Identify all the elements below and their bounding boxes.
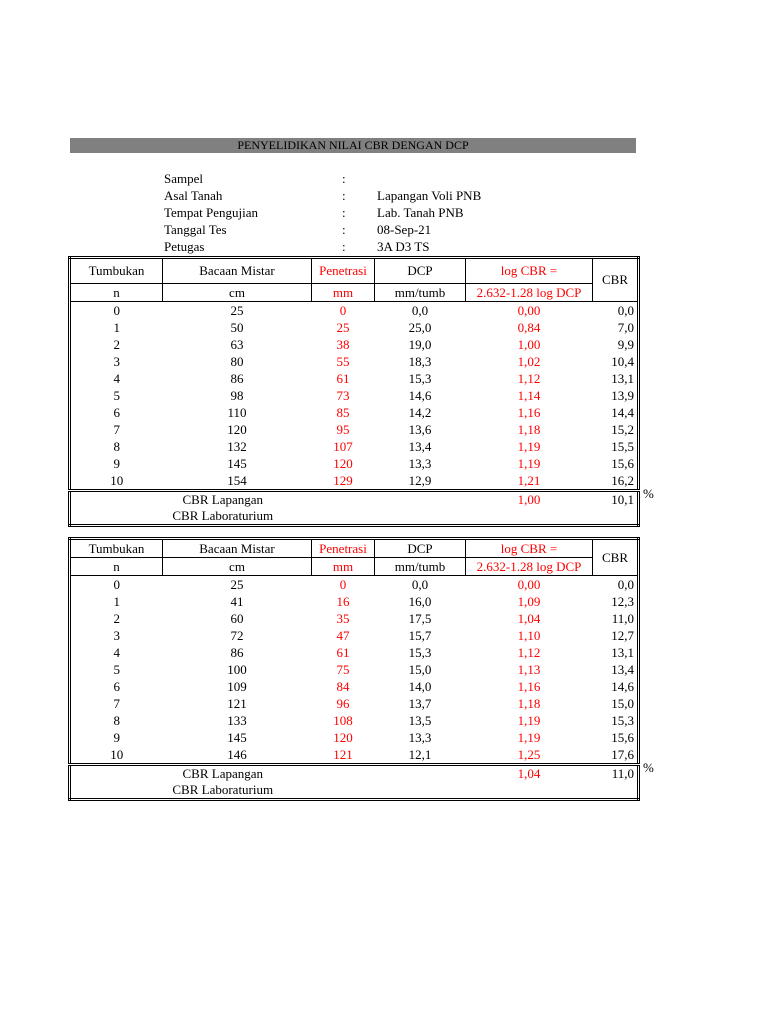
cell-dcp: 14,2 [408,404,432,420]
cell-log-cbr: 1,10 [517,627,541,643]
cell-tumbukan: 3 [113,627,120,643]
cell-cbr: 15,6 [611,729,634,745]
cell-log-cbr: 1,19 [517,438,541,454]
table-row [70,455,639,472]
cell-log-cbr: 1,18 [517,421,541,437]
cell-cbr: 15,6 [611,455,634,471]
percent-sign: % [643,760,654,775]
cell-penetrasi: 0 [339,576,347,592]
cell-dcp: 14,0 [408,678,432,694]
header-bacaan-mistar: Bacaan Mistar [163,258,312,284]
cell-cbr: 17,6 [611,746,634,762]
cell-cbr: 16,2 [611,472,634,488]
header-log-cbr: log CBR = [466,258,593,284]
info-row-petugas [164,238,584,255]
cell-dcp: 15,3 [408,644,432,660]
cell-cbr: 12,7 [611,627,634,643]
cell-penetrasi: 61 [336,644,350,660]
unit-formula: 2.632-1.28 log DCP [466,284,593,302]
cell-bacaan-mistar: 63 [230,336,244,352]
cell-penetrasi: 95 [336,421,350,437]
cbr-lapangan-log: 1,04 [466,765,593,783]
cell-tumbukan: 5 [113,387,120,403]
header-bacaan-mistar: Bacaan Mistar [163,539,312,558]
cell-bacaan-mistar: 86 [230,644,244,660]
spacer [375,782,466,800]
unit-cm: cm [163,284,312,302]
cell-cbr: 13,4 [611,661,634,677]
table-row [70,302,639,320]
cell-bacaan-mistar: 41 [230,593,244,609]
cell-cbr: 12,3 [611,593,634,609]
table-body [70,576,639,765]
cell-tumbukan: 8 [113,438,120,454]
cbr-table-2 [68,537,640,801]
header-dcp: DCP [375,539,466,558]
cell-log-cbr: 0,84 [517,319,541,335]
info-value: Lab. Tanah PNB [377,205,464,220]
table-row [70,661,639,678]
cell-cbr: 14,6 [611,678,634,694]
cell-log-cbr: 1,00 [517,336,541,352]
table-row [70,387,639,404]
cell-bacaan-mistar: 80 [230,353,244,369]
cell-log-cbr: 1,21 [517,472,541,488]
cell-dcp: 0,0 [411,302,429,318]
header-dcp: DCP [375,258,466,284]
info-label: Tanggal Tes [164,222,227,237]
cbr-lapangan-row [70,491,639,509]
cell-bacaan-mistar: 154 [227,472,247,488]
cell-dcp: 13,4 [408,438,432,454]
percent-sign: % [643,486,654,501]
sample-info [164,170,584,255]
table-row [70,336,639,353]
info-label: Sampel [164,171,203,186]
cell-bacaan-mistar: 72 [230,627,244,643]
cell-dcp: 13,3 [408,455,432,471]
cell-penetrasi: 73 [336,387,350,403]
cbr-lab-row [70,782,639,800]
info-label: Tempat Pengujian [164,205,259,220]
cell-dcp: 15,0 [408,661,432,677]
table-row [70,695,639,712]
cell-bacaan-mistar: 121 [227,695,247,711]
cbr-lab-row [70,508,639,526]
spacer [375,765,466,783]
cell-tumbukan: 1 [113,319,120,335]
table-row [70,644,639,661]
cell-tumbukan: 3 [113,353,120,369]
cell-cbr: 13,1 [611,644,634,660]
info-colon: : [342,205,346,220]
cell-tumbukan: 6 [113,404,120,420]
cell-tumbukan: 0 [113,576,120,592]
cell-bacaan-mistar: 109 [227,678,247,694]
header-cbr: CBR [593,258,639,302]
cell-tumbukan: 6 [113,678,120,694]
unit-n: n [70,284,163,302]
table-row [70,729,639,746]
cell-log-cbr: 1,04 [517,610,541,626]
cell-cbr: 9,9 [617,336,634,352]
cell-bacaan-mistar: 25 [230,302,244,318]
cell-penetrasi: 107 [333,438,353,454]
cell-cbr: 13,1 [611,370,634,386]
table-row [70,610,639,627]
cell-log-cbr: 1,09 [517,593,541,609]
cell-cbr: 11,0 [611,610,634,626]
cell-log-cbr: 1,13 [517,661,541,677]
cell-penetrasi: 38 [336,336,350,352]
info-row-tanggal-tes [164,221,584,238]
cell-bacaan-mistar: 100 [227,661,247,677]
cell-cbr: 15,2 [611,421,634,437]
unit-formula: 2.632-1.28 log DCP [466,558,593,576]
cell-bacaan-mistar: 133 [227,712,247,728]
cell-cbr: 0,0 [617,576,634,592]
cell-dcp: 14,6 [408,387,432,403]
unit-n: n [70,558,163,576]
cell-bacaan-mistar: 110 [227,404,247,420]
cell-dcp: 13,6 [408,421,432,437]
header-penetrasi: Penetrasi [312,258,375,284]
cell-log-cbr: 1,25 [517,746,541,762]
cell-penetrasi: 120 [333,729,353,745]
table-row [70,593,639,610]
cell-dcp: 25,0 [408,319,432,335]
cell-tumbukan: 1 [113,593,120,609]
table-row [70,421,639,438]
cell-bacaan-mistar: 98 [230,387,244,403]
cell-tumbukan: 4 [113,370,120,386]
table-row [70,353,639,370]
cell-log-cbr: 1,16 [517,404,541,420]
cell-bacaan-mistar: 60 [230,610,244,626]
unit-mm-tumb: mm/tumb [375,284,466,302]
cell-dcp: 16,0 [408,593,432,609]
cell-dcp: 18,3 [408,353,432,369]
cbr-lapangan-log: 1,00 [466,491,593,509]
table-body [70,302,639,491]
table-units-row [70,284,639,302]
cbr-lapangan-row [70,765,639,783]
cbr-lapangan-label: CBR Lapangan [70,765,375,783]
unit-mm-tumb: mm/tumb [375,558,466,576]
cell-cbr: 15,0 [611,695,634,711]
unit-mm: mm [312,558,375,576]
cell-bacaan-mistar: 132 [227,438,247,454]
document-title: PENYELIDIKAN NILAI CBR DENGAN DCP [70,138,636,153]
info-value: 08-Sep-21 [377,222,432,237]
cell-tumbukan: 10 [110,472,124,488]
spacer [593,782,639,800]
cbr-lapangan-label: CBR Lapangan [70,491,375,509]
cell-bacaan-mistar: 86 [230,370,244,386]
cell-penetrasi: 55 [336,353,350,369]
cell-tumbukan: 8 [113,712,120,728]
cell-bacaan-mistar: 146 [227,746,247,762]
table-header-row [70,258,639,284]
cell-log-cbr: 1,19 [517,729,541,745]
cell-log-cbr: 1,16 [517,678,541,694]
cell-cbr: 0,0 [617,302,634,318]
cell-cbr: 13,9 [611,387,634,403]
header-log-cbr: log CBR = [466,539,593,558]
cell-cbr: 7,0 [617,319,634,335]
spacer [375,491,466,509]
spacer [466,782,593,800]
cell-dcp: 13,3 [408,729,432,745]
header-tumbukan: Tumbukan [70,258,163,284]
header-cbr: CBR [593,539,639,576]
cell-penetrasi: 47 [336,627,350,643]
header-penetrasi: Penetrasi [312,539,375,558]
cell-bacaan-mistar: 25 [230,576,244,592]
cell-tumbukan: 5 [113,661,120,677]
table-row [70,404,639,421]
cbr-table-1 [68,256,640,527]
unit-mm: mm [312,284,375,302]
cell-bacaan-mistar: 145 [227,455,247,471]
table-row [70,576,639,594]
info-colon: : [342,239,346,254]
cbr-lab-label: CBR Laboraturium [172,782,274,797]
info-label: Asal Tanah [164,188,223,203]
cell-tumbukan: 9 [113,455,120,471]
cell-penetrasi: 75 [336,661,350,677]
cell-penetrasi: 0 [339,302,347,318]
unit-cm: cm [163,558,312,576]
table-row [70,746,639,765]
cell-tumbukan: 0 [113,302,120,318]
cell-penetrasi: 85 [336,404,350,420]
cell-log-cbr: 1,19 [517,712,541,728]
table-row [70,319,639,336]
cell-log-cbr: 1,14 [517,387,541,403]
spacer [375,508,466,526]
info-colon: : [342,171,346,186]
info-colon: : [342,222,346,237]
cbr-lapangan-value: 10,1 [593,491,639,509]
cell-log-cbr: 0,00 [517,576,541,592]
cell-tumbukan: 7 [113,421,120,437]
cell-log-cbr: 0,00 [517,302,541,318]
cell-log-cbr: 1,18 [517,695,541,711]
cell-cbr: 10,4 [611,353,634,369]
header-tumbukan: Tumbukan [70,539,163,558]
cell-dcp: 17,5 [408,610,432,626]
info-value: Lapangan Voli PNB [377,188,482,203]
cell-tumbukan: 2 [113,336,120,352]
table-row [70,472,639,491]
table-units-row [70,558,639,576]
cell-dcp: 0,0 [411,576,429,592]
table-row [70,370,639,387]
cell-tumbukan: 7 [113,695,120,711]
cbr-lab-label: CBR Laboraturium [172,508,274,523]
cell-tumbukan: 4 [113,644,120,660]
cell-penetrasi: 16 [336,593,350,609]
cell-cbr: 15,5 [611,438,634,454]
table-row [70,627,639,644]
table-row [70,712,639,729]
cell-penetrasi: 25 [336,319,350,335]
info-row-asal-tanah [164,187,584,204]
cell-log-cbr: 1,02 [517,353,541,369]
cell-penetrasi: 96 [336,695,350,711]
cell-penetrasi: 120 [333,455,353,471]
cell-penetrasi: 61 [336,370,350,386]
cell-dcp: 13,5 [408,712,432,728]
spacer [466,508,593,526]
info-row-sampel [164,170,584,187]
cell-penetrasi: 121 [333,746,353,762]
cell-penetrasi: 84 [336,678,350,694]
cell-log-cbr: 1,12 [517,644,541,660]
table-row [70,678,639,695]
cell-dcp: 12,9 [408,472,432,488]
cbr-lapangan-value: 11,0 [593,765,639,783]
cell-dcp: 12,1 [408,746,432,762]
info-value: 3A D3 TS [377,239,430,254]
info-colon: : [342,188,346,203]
cell-tumbukan: 10 [110,746,124,762]
cell-bacaan-mistar: 120 [227,421,247,437]
cell-dcp: 13,7 [408,695,432,711]
cell-dcp: 15,7 [408,627,432,643]
table-header-row [70,539,639,558]
table-row [70,438,639,455]
cell-dcp: 15,3 [408,370,432,386]
cell-bacaan-mistar: 50 [230,319,244,335]
cell-log-cbr: 1,19 [517,455,541,471]
cell-penetrasi: 35 [336,610,350,626]
cell-dcp: 19,0 [408,336,432,352]
cell-bacaan-mistar: 145 [227,729,247,745]
cell-cbr: 15,3 [611,712,634,728]
cell-tumbukan: 9 [113,729,120,745]
cell-penetrasi: 129 [333,472,353,488]
info-label: Petugas [164,239,205,254]
spacer [593,508,639,526]
cell-log-cbr: 1,12 [517,370,541,386]
cell-penetrasi: 108 [333,712,353,728]
cell-cbr: 14,4 [611,404,634,420]
cell-tumbukan: 2 [113,610,120,626]
info-row-tempat-pengujian [164,204,584,221]
